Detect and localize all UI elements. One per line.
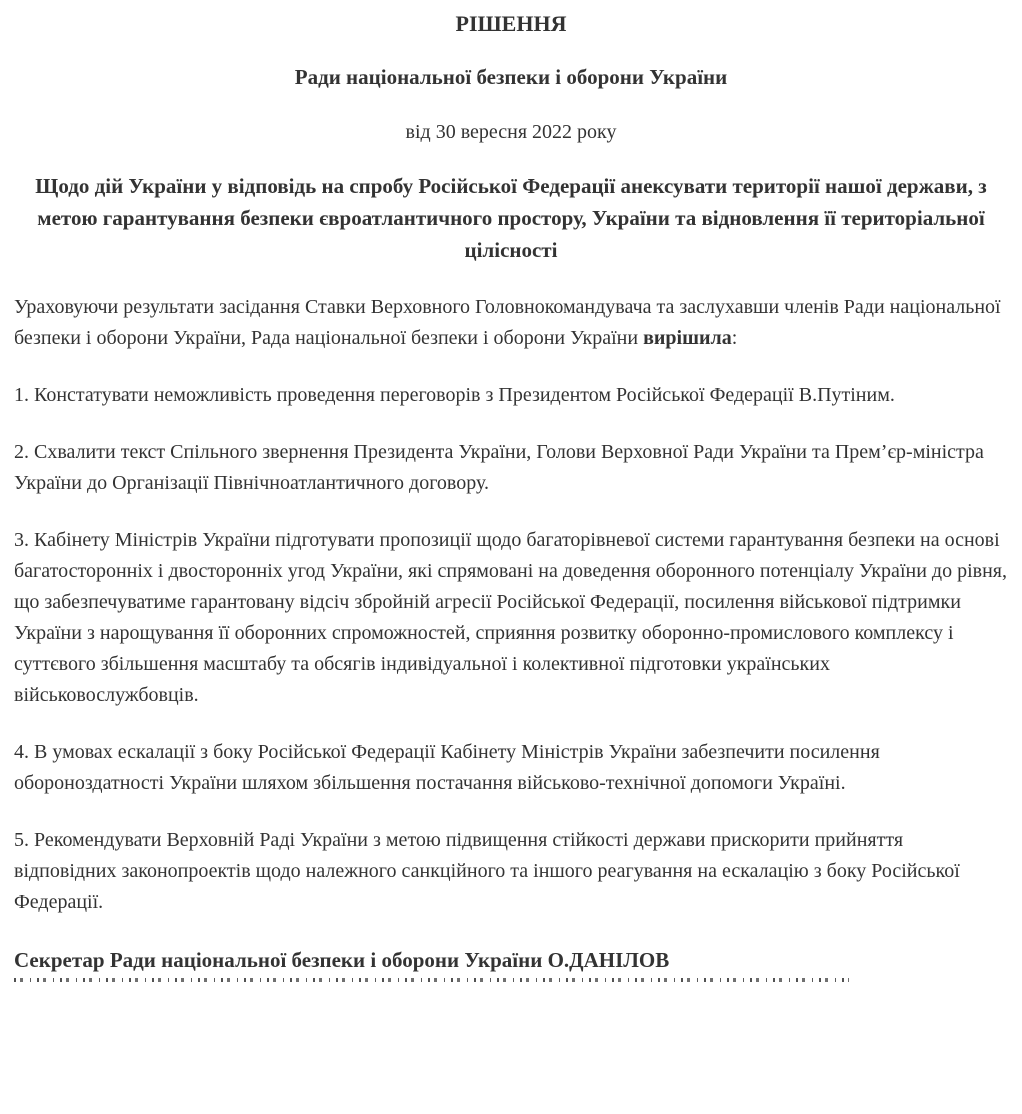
preamble-colon: :: [731, 327, 738, 349]
preamble-decided-word: вирішила: [643, 327, 732, 349]
decision-item-3: 3. Кабінету Міністрів України підготувати пропозиції щодо багаторівневої системи гарантування безпеки на основі багатосторонніх і двосторонніх угод України, які спрямовані на доведення оборонного потенціалу України до рівня, що забезпечуватиме гарантовану відсіч збройній агресії Російської Федерації, посилення військової підтримки України з нарощування її оборонних спроможностей, сприяння розвитку оборонно-промислового комплексу і суттєвого збільшення масштабу та обсягів індивідуальної і колективної підготовки українських військовослужбовців.: [14, 529, 1007, 706]
decision-item-1: 1. Констатувати неможливість проведення переговорів з Президентом Російської Федерації В.Путіним.: [14, 384, 895, 406]
document-date: від 30 вересня 2022 року: [405, 121, 617, 143]
signature-line: Секретар Ради національної безпеки і оборони України О.ДАНІЛОВ: [14, 948, 670, 972]
decision-item-4: 4. В умовах ескалації з боку Російської Федерації Кабінету Міністрів України забезпечити посилення обороноздатності України шляхом збільшення постачання військово-технічної допомоги Україні.: [14, 741, 880, 794]
preamble-paragraph: [14, 292, 1008, 354]
document-heading: РІШЕННЯ: [455, 11, 567, 36]
document-title: Щодо дій України у відповідь на спробу Російської Федерації анексувати території нашої держави, з метою гарантування безпеки євроатлантичного простору, України та відновлення її територіальної цілісності: [35, 174, 987, 262]
decision-item-5: 5. Рекомендувати Верховній Раді України з метою підвищення стійкості держави прискорити прийняття відповідних законопроектів щодо належного санкційного та іншого реагування на ескалацію з боку Російської Федерації.: [14, 829, 960, 913]
decision-item-2: 2. Схвалити текст Спільного звернення Президента України, Голови Верховної Ради України та Прем’єр-міністра України до Організації Північноатлантичного договору.: [14, 441, 984, 494]
decision-document: [0, 8, 1022, 982]
preamble-text: Ураховуючи результати засідання Ставки Верховного Головнокомандувача та заслухавши членів Ради національної безпеки і оборони України, Рада національної безпеки і оборони України: [14, 296, 1001, 349]
cutoff-text-line: [14, 976, 1008, 982]
document-subheading: Ради національної безпеки і оборони України: [294, 65, 728, 89]
